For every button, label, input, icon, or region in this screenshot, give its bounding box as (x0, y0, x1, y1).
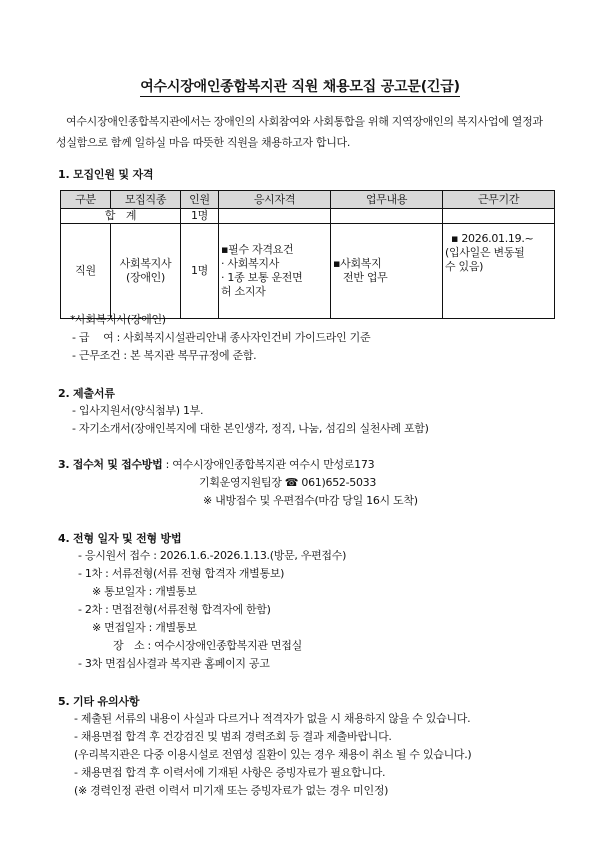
recruitment-table (60, 190, 555, 319)
row-job-line: 사회복지사 (119, 257, 172, 270)
section-3-address: : 여수시장애인종합복지관 여수시 만성로173 (165, 458, 375, 471)
list-item: - 채용면접 합격 후 건강검진 및 범죄 경력조회 등 결과 제출바랍니다. (74, 730, 392, 743)
col-header-category: 구분 (61, 191, 111, 209)
list-item: - 입사지원서(양식첨부) 1부. (72, 404, 204, 417)
list-item: - 채용면접 합격 후 이력서에 기재된 사항은 증빙자료가 필요합니다. (74, 766, 386, 779)
qualification-line: · 사회복지사 (221, 257, 280, 270)
qualification-line: 허 소지자 (221, 285, 266, 298)
period-line: ▪ 2026.01.19.~ (451, 232, 534, 245)
total-count: 1명 (181, 209, 219, 224)
list-item: (우리복지관은 다중 이용시설로 전염성 질환이 있는 경우 채용이 취소 될 수 있습니다.) (74, 748, 472, 761)
list-item: - 1차 : 서류전형(서류 전형 합격자 개별통보) (78, 567, 285, 580)
row-qualification (219, 224, 331, 319)
list-item: ※ 통보일자 : 개별통보 (92, 585, 197, 598)
section-2-heading: 2. 제출서류 (58, 387, 115, 400)
total-empty-cell (443, 209, 555, 224)
note-line: - 근무조건 : 본 복지관 복무규정에 준함. (72, 349, 257, 362)
section-4-heading: 4. 전형 일자 및 전형 방법 (58, 532, 182, 545)
section-3-heading: 3. 접수처 및 접수방법 (58, 458, 163, 471)
row-job-line: (장애인) (126, 271, 165, 284)
list-item: 장 소 : 여수시장애인종합복지관 면접실 (113, 639, 302, 652)
row-duty (331, 224, 443, 319)
table-header-row (61, 191, 555, 209)
total-empty-cell (331, 209, 443, 224)
section-5-heading: 5. 기타 유의사항 (58, 695, 140, 708)
list-item: - 제출된 서류의 내용이 사실과 다르거나 적격자가 없을 시 채용하지 않을 수 있습니다. (74, 712, 471, 725)
col-header-job: 모집직종 (111, 191, 181, 209)
col-header-count: 인원 (181, 191, 219, 209)
list-item: - 응시원서 접수 : 2026.1.6.-2026.1.13.(방문, 우편접수) (78, 549, 347, 562)
note-line: *사회복지사(장애인) (70, 313, 166, 326)
section-1-heading: 1. 모집인원 및 자격 (58, 168, 154, 181)
section-3-contact: 기획운영지원팀장 ☎ 061)652-5033 (199, 476, 377, 489)
notice-title-text: 여수시장애인종합복지관 직원 채용모집 공고문(긴급) (140, 79, 460, 95)
col-header-qualification: 응시자격 (219, 191, 331, 209)
list-item: - 2차 : 면접전형(서류전형 합격자에 한함) (78, 603, 271, 616)
qualification-line: · 1종 보통 운전면 (221, 271, 303, 284)
period-line: 수 있음) (445, 260, 484, 273)
total-empty-cell (219, 209, 331, 224)
col-header-duty: 업무내용 (331, 191, 443, 209)
duty-line: ▪사회복지 (333, 257, 382, 270)
row-count: 1명 (181, 224, 219, 319)
section-3-method: ※ 내방접수 및 우편접수(마감 당일 16시 도착) (203, 494, 418, 507)
table-row (61, 224, 555, 319)
list-item: - 3차 면접심사결과 복지관 홈페이지 공고 (78, 657, 270, 670)
list-item: ※ 면접일자 : 개별통보 (92, 621, 197, 634)
total-label: 합 계 (61, 209, 181, 224)
list-item: - 자기소개서(장애인복지에 대한 본인생각, 정직, 나눔, 섬김의 실천사례 포함) (72, 422, 429, 435)
qualification-line: ▪필수 자격요건 (221, 243, 294, 256)
intro-paragraph: 여수시장애인종합복지관에서는 장애인의 사회참여와 사회통합을 위해 지역장애인의 복지사업에 열정과 성실함으로 함께 일하실 마음 따뜻한 직원을 채용하고자 합니다. (56, 115, 543, 149)
list-item: (※ 경력인정 관련 이력서 미기재 또는 증빙자료가 없는 경우 미인정) (74, 784, 389, 797)
row-period (443, 224, 555, 319)
note-line: - 급 여 : 사회복지시설관리안내 종사자인건비 가이드라인 기준 (72, 331, 371, 344)
table-total-row (61, 209, 555, 224)
duty-line: 전반 업무 (343, 271, 388, 284)
row-category: 직원 (61, 224, 111, 319)
col-header-period: 근무기간 (443, 191, 555, 209)
row-job (111, 224, 181, 319)
section-3-block (58, 458, 374, 472)
period-line: (입사일은 변동될 (445, 246, 525, 259)
notice-title (0, 76, 600, 96)
